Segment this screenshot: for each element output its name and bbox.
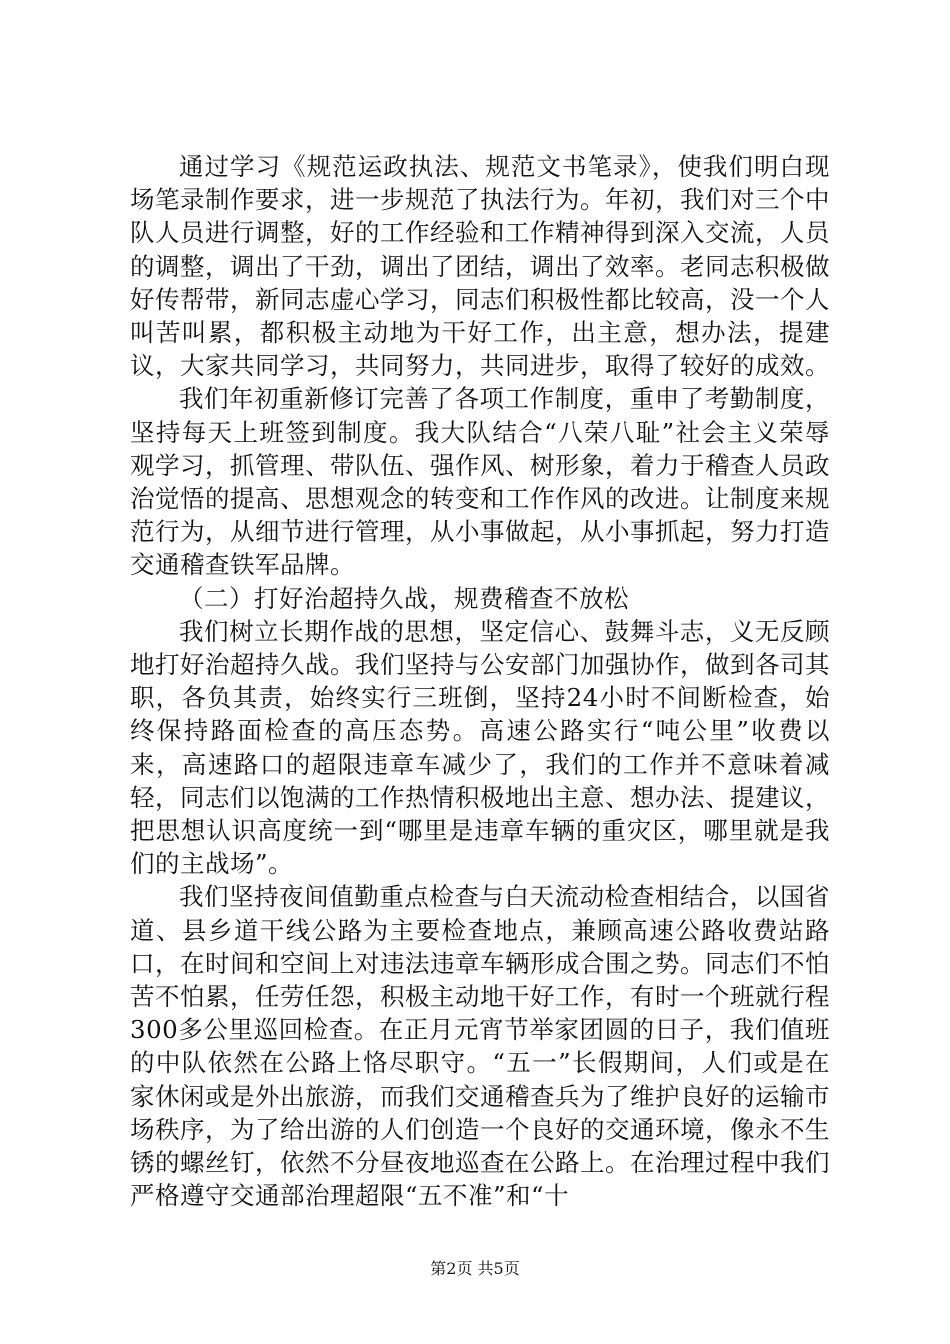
section-heading: （二）打好治超持久战，规费稽查不放松 bbox=[179, 583, 629, 613]
paragraph-inspection: 我们坚持夜间值勤重点检查与白天流动检查相结合，以国省道、县乡道干线公路为主要检查地点，兼顾高速公路收费站路口，在时间和空间上对违法违章车辆形成合围之势。同志们不怕苦不怕累，任劳任怨，积极主动地干好工作，有时一个班就行程300多公里巡回检查。在正月元宵节举家团圆的日子，我们值班的中队依然在公路上恪尽职守。“五一”长假期间，人们或是在家休闲或是外出旅游，而我们交通稽查兵为了维护良好的运输市场秩序，为了给出游的人们创造一个良好的交通环境，像永不生锈的螺丝钉，依然不分昼夜地巡查在公路上。在治理过程中我们严格遵守交通部治理超限“五不准”和“十 bbox=[130, 882, 830, 1211]
paragraph-overload-control: 我们树立长期作战的思想，坚定信心、鼓舞斗志，义无反顾地打好治超持久战。我们坚持与公安部门加强协作，做到各司其职，各负其责，始终实行三班倒，坚持24小时不间断检查，始终保持路面检查的高压态势。高速公路实行“吨公里”收费以来，高速路口的超限违章车减少了，我们的工作并不意味着减轻，同志们以饱满的工作热情积极地出主意、想办法、提建议，把思想认识高度统一到“哪里是违章车辆的重灾区，哪里就是我们的主战场”。 bbox=[130, 616, 830, 879]
paragraph-rules: 我们年初重新修订完善了各项工作制度，重申了考勤制度，坚持每天上班签到制度。我大队结合“八荣八耻”社会主义荣辱观学习，抓管理、带队伍、强作风、树形象，着力于稽查人员政治觉悟的提高、思想观念的转变和工作作风的改进。让制度来规范行为，从细节进行管理，从小事做起，从小事抓起，努力打造交通稽查铁军品牌。 bbox=[130, 384, 830, 580]
paragraph-training: 通过学习《规范运政执法、规范文书笔录》，使我们明白现场笔录制作要求，进一步规范了执法行为。年初，我们对三个中队人员进行调整，好的工作经验和工作精神得到深入交流，人员的调整，调出了干劲，调出了团结，调出了效率。老同志积极做好传帮带，新同志虚心学习，同志们积极性都比较高，没一个人叫苦叫累，都积极主动地为干好工作，出主意，想办法，提建议，大家共同学习，共同努力，共同进步，取得了较好的成效。 bbox=[130, 152, 830, 381]
page-footer bbox=[0, 1258, 950, 1280]
page-number: 第2页 共5页 bbox=[430, 1259, 520, 1278]
document-body bbox=[130, 150, 830, 1213]
